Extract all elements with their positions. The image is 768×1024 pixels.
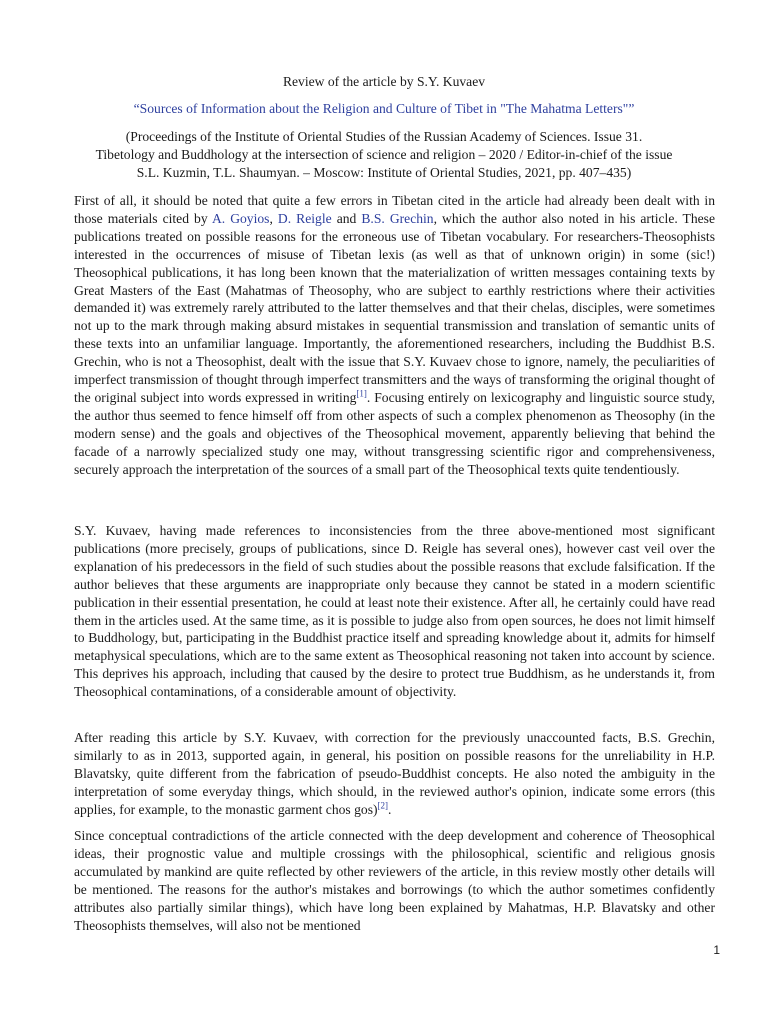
review-title: Review of the article by S.Y. Kuvaev <box>282 74 486 89</box>
paragraph-2: S.Y. Kuvaev, having made references to inconsistencies from the three above-mentioned most significant publications (more precisely, groups of publications, since D. Reigle has several ones), however cast veil over the explanation of his predecessors in the field of such studies about the possible reasons that exclude falsification. If the author believes that these arguments are inappropriate only because they cannot be stated in a modern scientific publication in their essential presentation, he could at least note their existence. After all, he certainly could have read them in the articles used. At the same time, as it is possible to judge also from open sources, he does not limit himself to Buddhology, but, participating in the Buddhist practice itself and spreading knowledge about it, admits for himself metaphysical speculations, which are to the same extent as Theosophical reasoning not taken into account by science. This deprives his approach, including that caused by the desire to protect true Buddhism, as he understands it, from Theosophical contaminations, of a considerable amount of objectivity. <box>74 523 715 700</box>
footnote-1-link[interactable]: [1] <box>356 388 367 399</box>
proceedings-line-3: S.L. Kuzmin, T.L. Shaumyan. – Moscow: Institute of Oriental Studies, 2021, pp. 407–435) <box>136 165 632 180</box>
paragraph-1-text-c: . Focusing entirely on lexicography and linguistic source study, the author thus seemed to fence himself off from other aspects of such a complex phenomenon as Theosophy (in the modern sense) and the goals and objectives of the Theosophical movement, apparently believing that behind the facade of a narrowly specialized study one may, without transgressing scientific rigor and comprehensiveness, securely approach the interpretation of the sources of a small part of the Theosophical texts quite tendentiously. <box>74 389 716 477</box>
paragraph-1-sep-2: and <box>331 210 362 226</box>
paragraph-1-text-b: , which the author also noted in his article. These publications treated on possible reasons for the erroneous use of Tibetan vocabulary. For researchers-Theosophists interested in the occurrences of misuse of Tibetan lexis (as well as that of unknown origin) in some (sic!) Theosophical publications, it has long been known that the materialization of written messages containing texts by Great Masters of the East (Mahatmas of Theosophy, who are subject to earthly restrictions where their activities demanded it) was extremely rarely attributed to the latter themselves and that their chelas, disciples, were sometimes not up to the mark through making absurd mistakes in sequential transmission and translation of semantic units of these texts into an unfamiliar language. Importantly, the aforementioned researchers, including the Buddhist B.S. Grechin, who is not a Theosophist, dealt with the issue that S.Y. Kuvaev chose to ignore, namely, the peculiarities of imperfect transmission of thought through imperfect transmitters and the ways of transforming the original thought of the original subject into words expressed in writing <box>74 210 715 405</box>
page-number: 1 <box>713 943 720 957</box>
paragraph-4: Since conceptual contradictions of the article connected with the deep development and coherence of Theosophical ideas, their prognostic value and multiple crossings with the philosophical, scientific and religious gnosis accumulated by mankind are quite reflected by other reviewers of the article, in this review mostly other details will be mentioned. The reasons for the author's mistakes and borrowings (to which the author sometimes confidently attributes also partially similar things), which have long been explained by Mahatmas, H.P. Blavatsky and other Theosophists themselves, will also not be mentioned <box>74 828 715 933</box>
paragraph-1-sep-1: , <box>269 210 278 226</box>
reigle-link[interactable]: D. Reigle <box>277 210 332 226</box>
grechin-link[interactable]: B.S. Grechin <box>361 210 434 226</box>
article-title-link[interactable]: “Sources of Information about the Religion and Culture of Tibet in "The Mahatma Letters"” <box>133 101 635 116</box>
proceedings-line-1: (Proceedings of the Institute of Oriental Studies of the Russian Academy of Sciences. Issue 31. <box>125 129 643 144</box>
proceedings-line-2: Tibetology and Buddhology at the intersection of science and religion – 2020 / Editor-in-chief of the issue <box>95 147 673 162</box>
goyios-link[interactable]: A. Goyios <box>211 210 270 226</box>
paragraph-1-text-a: First of all, it should be noted that quite a few errors in Tibetan cited in the article had already been dealt with in those materials cited by <box>74 193 715 226</box>
paragraph-3-text-b: . <box>388 801 392 817</box>
paragraph-1 <box>74 192 715 479</box>
paragraph-3-text-a: After reading this article by S.Y. Kuvaev, with correction for the previously unaccounted facts, B.S. Grechin, similarly to as in 2013, supported again, in general, his position on possible reasons for the unreliability in H.P. Blavatsky, quite different from the fabrication of pseudo-Buddhist concepts. He also noted the ambiguity in the interpretation of some everyday things, which should, in the reviewed author's opinion, indicate some errors (this applies, for example, to the monastic garment chos gos) <box>74 730 715 817</box>
footnote-2-link[interactable]: [2] <box>377 800 389 811</box>
paragraph-3 <box>74 729 715 819</box>
